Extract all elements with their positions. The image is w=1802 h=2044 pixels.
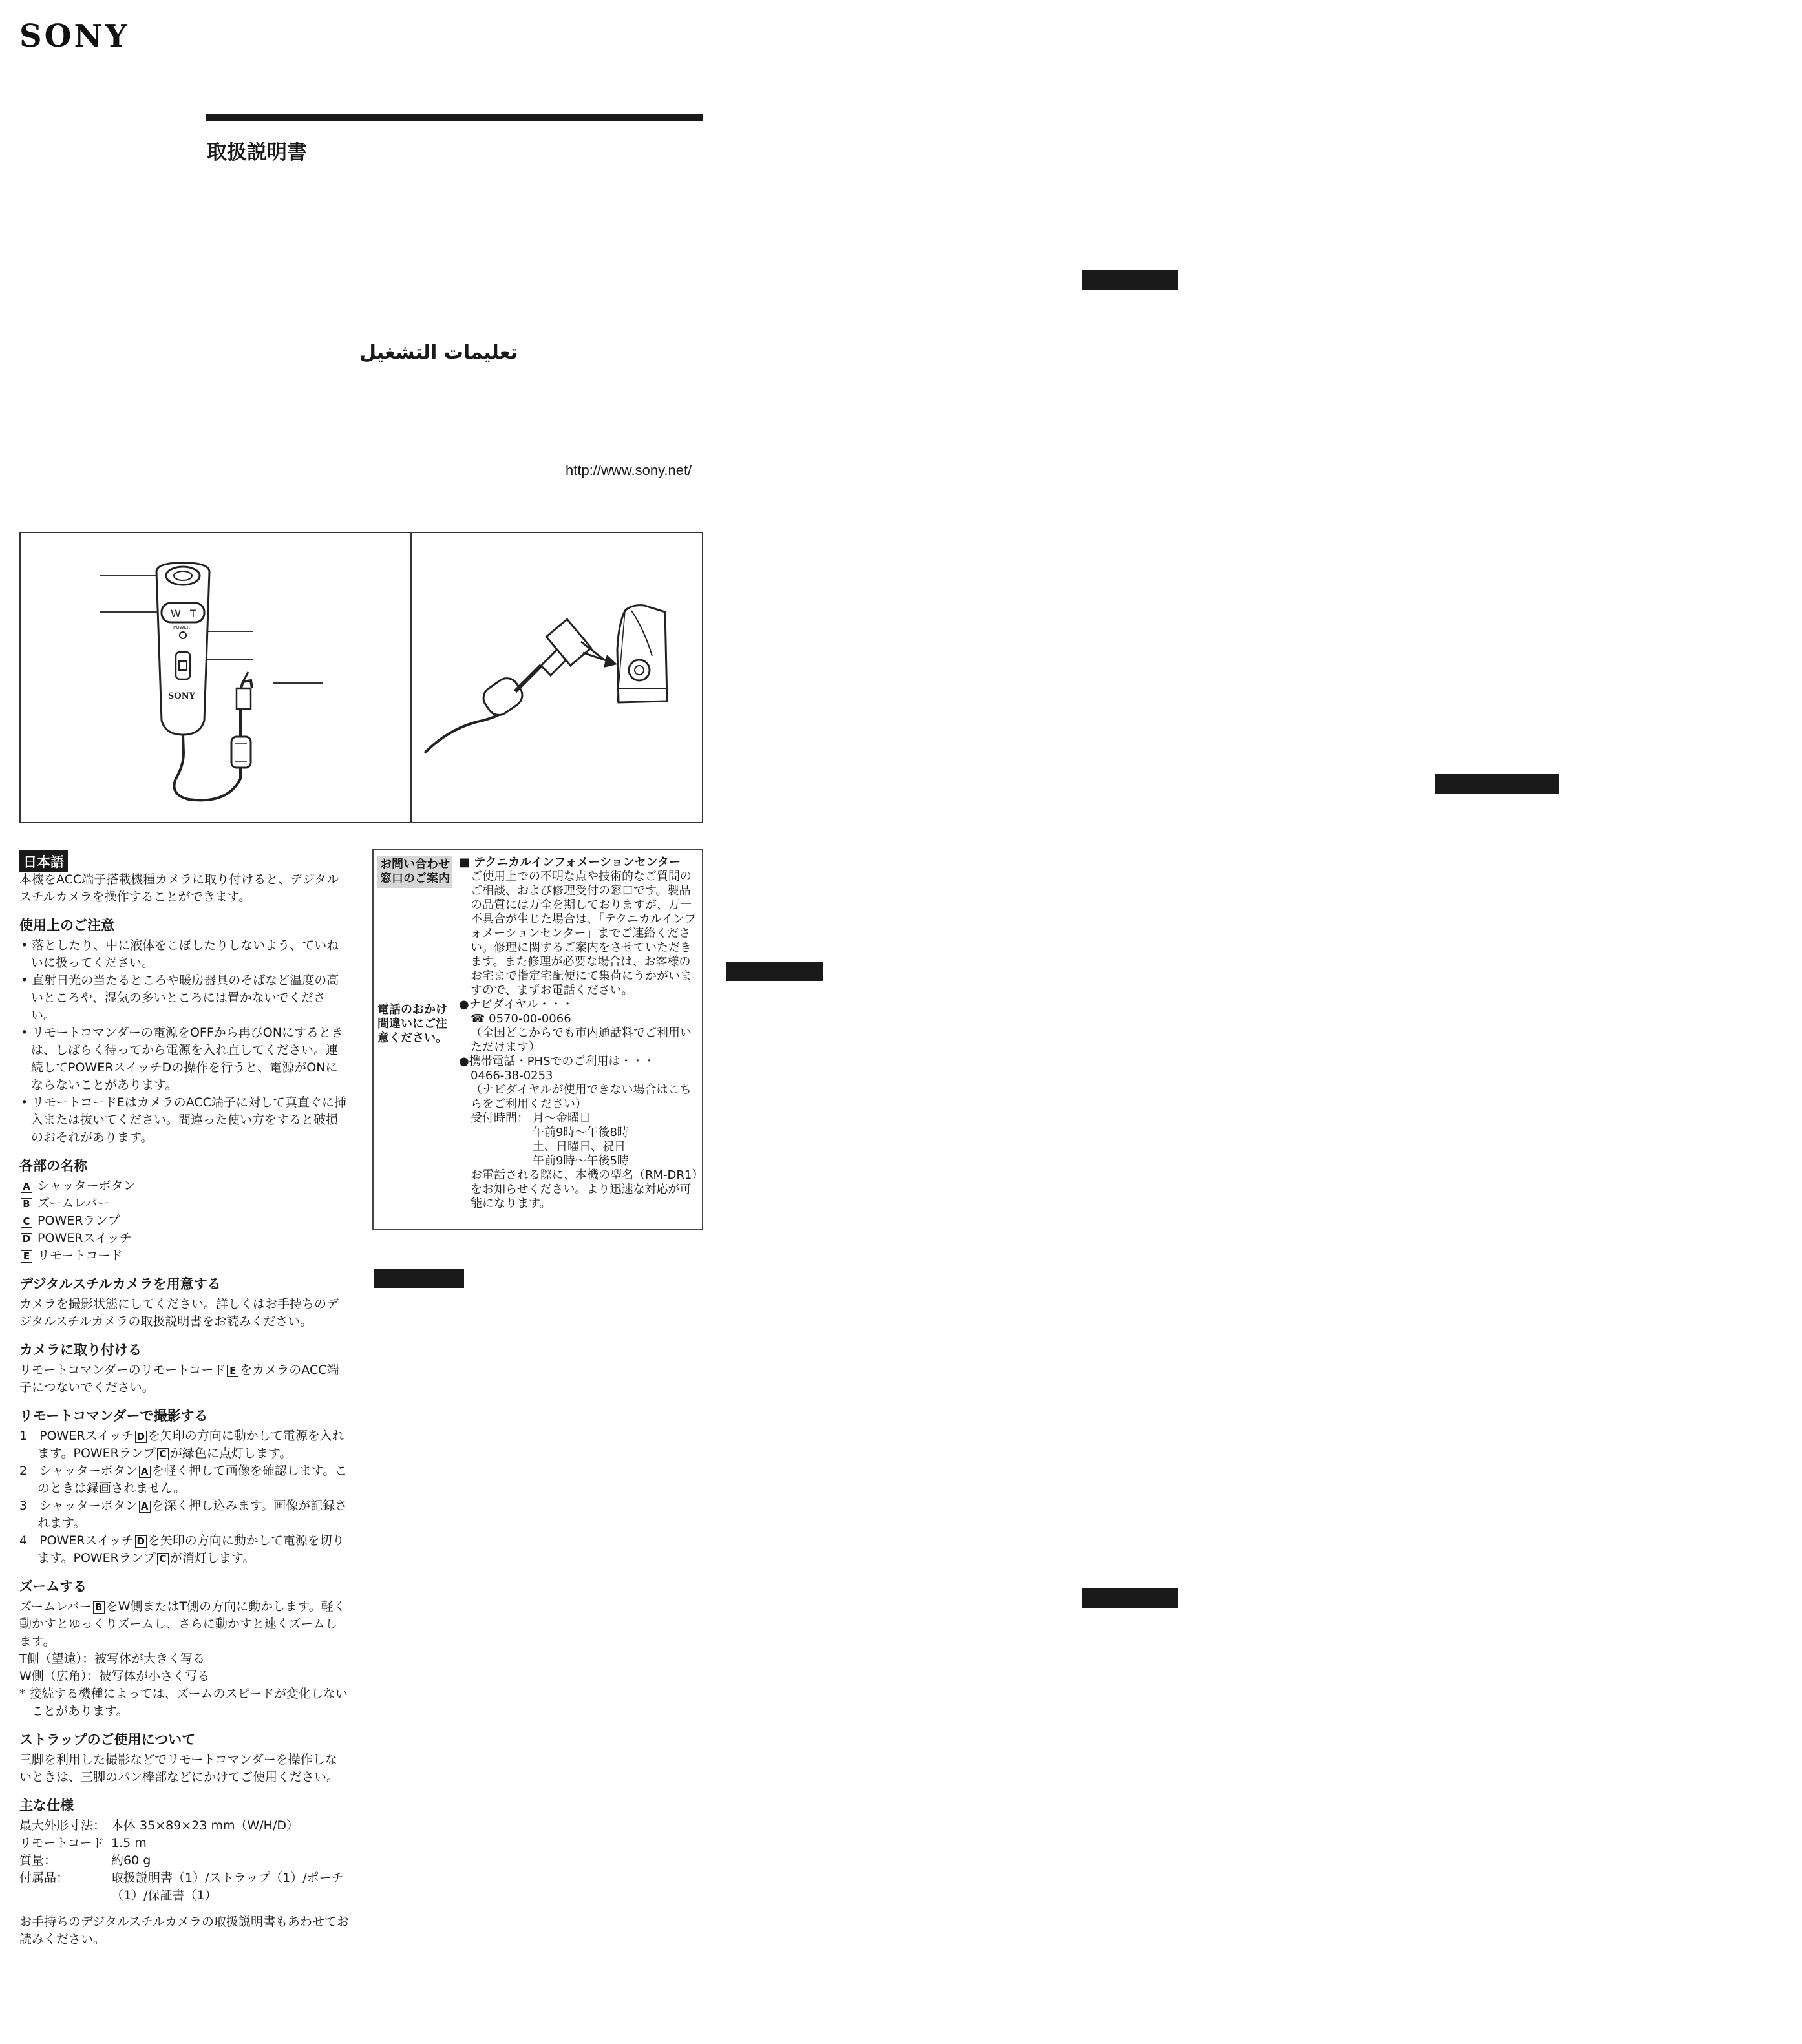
sony-logo: SONY [19, 18, 130, 54]
navi-dial-label: ●ナビダイヤル・・・ [459, 998, 574, 1011]
parts-heading: 各部の名称 [19, 1158, 87, 1174]
prepare-text: カメラを撮影状態にしてください。詳しくはお手持ちのデジタルスチルカメラの取扱説明書をお読みください。 [19, 1297, 339, 1329]
strap-heading: ストラップのご使用について [19, 1732, 196, 1747]
navi-dial-number[interactable]: ☎ 0570-00-0066 [471, 1012, 571, 1026]
part-item: D POWERスイッチ [19, 1230, 349, 1247]
zoom-t-side: T側（望遠）：被写体が大きく写る [19, 1652, 206, 1666]
illustration-divider [410, 533, 412, 822]
redacted-bar [1082, 1588, 1178, 1608]
redacted-bar [1082, 270, 1178, 290]
prepare-heading: デジタルスチルカメラを用意する [19, 1276, 221, 1292]
attach-text: リモートコマンダーのリモートコード E をカメラのACC端子につないでください。 [19, 1363, 339, 1395]
contact-side-label: お問い合わせ窓口のご案内 [377, 856, 452, 888]
precaution-item: • リモートコマンダーの電源をOFFから再びONにするときは、しばらく待ってから電源を入れ直してください。連続してPOWERスイッチDの操作を行うと、電源がONにならないことがあります。 [21, 1026, 343, 1092]
remote-commander-illustration [21, 533, 408, 822]
specs-heading: 主な仕様 [19, 1798, 74, 1813]
zoom-w-label: W [171, 607, 181, 620]
part-item: A シャッターボタン [19, 1177, 349, 1195]
redacted-bar [374, 1269, 464, 1288]
shoot-step: 4 POWERスイッチ D を矢印の方向に動かして電源を切ります。POWERランプ C が消灯します。 [19, 1533, 344, 1565]
instructions-column [19, 871, 349, 1948]
shoot-step: 1 POWERスイッチ D を矢印の方向に動かして電源を入れます。POWERランプ C が緑色に点灯します。 [19, 1429, 344, 1460]
title-rule [206, 114, 703, 121]
website-link[interactable]: http://www.sony.net/ [566, 462, 692, 478]
title-arabic: تعليمات التشغيل [359, 341, 518, 364]
zoom-w-side: W側（広角）：被写体が小さく写る [19, 1669, 210, 1683]
intro-text: 本機をACC端子搭載機種カメラに取り付けると、デジタルスチルカメラを操作することができます。 [19, 872, 339, 904]
mobile-number[interactable]: 0466-38-0253 [471, 1069, 553, 1082]
precaution-item: • 直射日光の当たるところや暖房器具のそばなど温度の高いところや、湿気の多いところには置かないでください。 [21, 973, 339, 1022]
specs-footer: お手持ちのデジタルスチルカメラの取扱説明書もあわせてお読みください。 [19, 1915, 349, 1946]
zoom-heading: ズームする [19, 1579, 87, 1594]
phone-icon: ☎ [471, 1012, 489, 1026]
redacted-bar [1435, 774, 1559, 794]
business-hours: 受付時間： 月～金曜日 午前9時～午後8時 土、日曜日、祝日 午前9時～午後5時 [471, 1112, 629, 1168]
part-item: E リモートコード [19, 1247, 349, 1265]
support-center-heading: ■ テクニカルインフォメーションセンター [459, 856, 681, 869]
spec-row: 質量： 約60 g [19, 1853, 151, 1868]
spec-row: リモートコード 1.5 m [19, 1836, 147, 1850]
support-description: ご使用上での不明な点や技術的なご質問のご相談、および修理受付の窓口です。製品の品質には万全を期しておりますが、万一不具合が生じた場合は、「テクニカルインフォメーションセンター」までご連絡ください。修理に関するご案内をさせていただきます。また修理が必要な場合は、お客様のお宅まで指定宅配便にて集荷にうかがいますので、まずお電話ください。 [471, 870, 697, 997]
zoom-t-label: T [190, 607, 196, 620]
shoot-step: 3 シャッターボタン A を深く押し込みます。画像が記録されます。 [19, 1499, 348, 1530]
mobile-note: （ナビダイヤルが使用できない場合はこちらをご利用ください） [471, 1083, 692, 1111]
spec-row: 最大外形寸法： 本体 35×89×23 mm（W/H/D） [19, 1818, 299, 1833]
power-label: POWER [173, 625, 190, 630]
shoot-step: 2 シャッターボタン A を軽く押して画像を確認します。このときは録画されません。 [19, 1464, 348, 1495]
zoom-note: * 接続する機種によっては、ズームのスピードが変化しないことがあります。 [19, 1687, 348, 1718]
attach-heading: カメラに取り付ける [19, 1342, 142, 1358]
zoom-text: ズームレバー B をW側またはT側の方向に動かします。軽く動かすとゆっくりズームし、さらに動かすと速くズームします。 [19, 1599, 346, 1649]
language-badge: 日本語 [19, 850, 68, 872]
part-item: B ズームレバー [19, 1195, 349, 1212]
contact-info-box [372, 849, 703, 1230]
precautions-heading: 使用上のご注意 [19, 918, 114, 933]
spec-row: 付属品： 取扱説明書（1）/ストラップ（1）/ポーチ（1）/保証書（1） [19, 1871, 344, 1902]
contact-footer: お電話される際に、本機の型名（RM-DR1）をお知らせください。より迅速な対応が可能になります。 [471, 1168, 698, 1210]
precaution-item: • リモートコードEはカメラのACC端子に対して真直ぐに挿入または抜いてください。間違った使い方をすると破損のおそれがあります。 [21, 1095, 346, 1144]
navi-dial-note: （全国どこからでも市内通話料でご利用いただけます） [471, 1026, 692, 1054]
illustration-panel [19, 532, 703, 823]
page-title: 取扱説明書 [207, 141, 307, 164]
redacted-bar [726, 962, 823, 981]
part-item: C POWERランプ [19, 1212, 349, 1230]
camera-connection-illustration [412, 533, 703, 822]
strap-text: 三脚を利用した撮影などでリモートコマンダーを操作しないときは、三脚のパン棒部などにかけてご使用ください。 [19, 1753, 339, 1784]
shoot-heading: リモートコマンダーで撮影する [19, 1408, 208, 1424]
contact-main [459, 856, 699, 1211]
mobile-label: ●携帯電話・PHSでのご利用は・・・ [459, 1055, 655, 1068]
remote-body-logo: SONY [168, 691, 195, 701]
precaution-item: • 落としたり、中に液体をこぼしたりしないよう、ていねいに扱ってください。 [21, 938, 339, 970]
misdial-warning: 電話のおかけ間違いにご注意ください。 [377, 1003, 447, 1045]
